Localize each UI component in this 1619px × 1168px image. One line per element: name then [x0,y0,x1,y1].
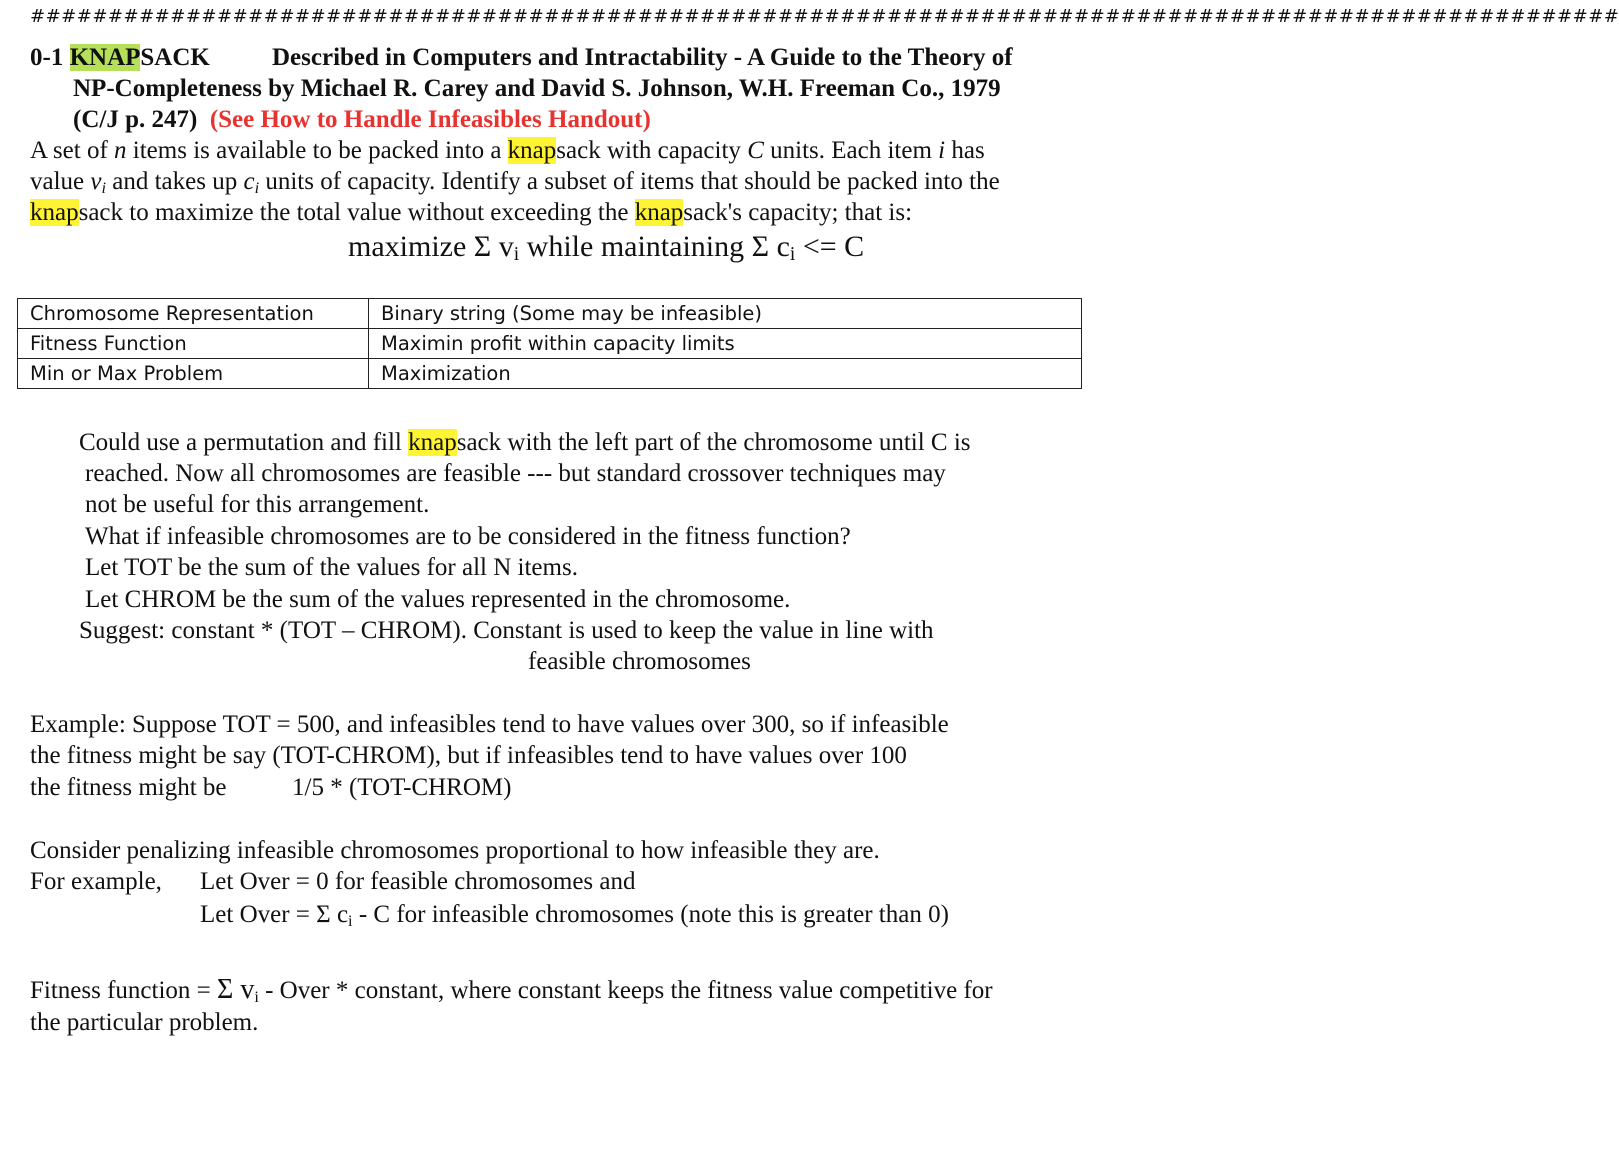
keyword-highlight: KNAP [69,44,141,71]
notes-line-8: feasible chromosomes [528,648,751,675]
citation-line-2: NP-Completeness by Michael R. Carey and David S. Johnson, W.H. Freeman Co., 1979 [73,75,1001,102]
intro-line-1: A set of n items is available to be packed into a knapsack with capacity C units. Each item i has [30,137,985,164]
citation-line-3 [73,104,651,135]
table-value: Maximin profit within capacity limits [369,329,1082,359]
table-value: Maximization [369,359,1082,389]
penalty-line-2a: For example, [30,868,162,895]
example-line-2: the fitness might be say (TOT-CHROM), but if infeasibles tend to have values over 100 [30,742,907,769]
hash-separator: ###################################################################################################### [30,6,1619,27]
notes-line-3: not be useful for this arrangement. [85,491,430,518]
problem-number: 0-1 [30,44,70,71]
example-line-3a: the fitness might be [30,774,227,801]
keyword-rest: SACK [140,44,210,71]
penalty-line-1: Consider penalizing infeasible chromosomes proportional to how infeasible they are. [30,837,880,864]
problem-title [30,42,210,73]
notes-line-7: Suggest: constant * (TOT – CHROM). Constant is used to keep the value in line with [79,617,934,644]
table-row [18,329,1082,359]
example-line-3b: 1/5 * (TOT-CHROM) [292,774,512,801]
knapsack-highlight: knap [408,429,457,456]
table-value: Binary string (Some may be infeasible) [369,299,1082,329]
penalty-line-3: Let Over = Σ $c_i$ - C for infeasible chromosomes (note this is greater than 0) [200,901,949,930]
knapsack-highlight: knap [507,137,557,164]
knapsack-highlight: knap [30,199,79,226]
notes-line-6: Let CHROM be the sum of the values represented in the chromosome. [85,586,791,613]
notes-line-2: reached. Now all chromosomes are feasible --- but standard crossover techniques may [85,460,946,487]
table-key: Fitness Function [18,329,369,359]
intro-line-2: value $v_i$ and takes up $c_i$ units of capacity. Identify a subset of items that should be packed into the [30,168,1000,197]
notes-line-1: Could use a permutation and fill knapsack with the left part of the chromosome until C is [79,429,971,456]
intro-line-3: knapsack to maximize the total value without exceeding the knapsack's capacity; that is: [30,199,913,226]
notes-line-4: What if infeasible chromosomes are to be considered in the fitness function? [85,523,851,550]
infeasibles-handout-link[interactable]: (See How to Handle Infeasibles Handout) [209,106,651,133]
citation-line-1: Described in Computers and Intractability - A Guide to the Theory of [272,44,1013,71]
penalty-line-2b: Let Over = 0 for feasible chromosomes and [200,868,636,895]
example-line-1: Example: Suppose TOT = 500, and infeasibles tend to have values over 300, so if infeasible [30,711,949,738]
fitness-line-1: Fitness function = Σ $v_i$ - Over * constant, where constant keeps the fitness value competitive for [30,974,993,1006]
citation-ref: (C/J p. 247) [73,106,198,133]
notes-line-5: Let TOT be the sum of the values for all N items. [85,554,578,581]
table-row [18,359,1082,389]
table-key: Min or Max Problem [18,359,369,389]
objective-formula: maximize Σ $v_i$ while maintaining Σ $c_i <= C$ [348,230,865,265]
fitness-line-2: the particular problem. [30,1009,259,1036]
table-row [18,299,1082,329]
knapsack-highlight: knap [634,199,684,226]
problem-properties-table [17,298,1082,389]
table-key: Chromosome Representation [18,299,369,329]
